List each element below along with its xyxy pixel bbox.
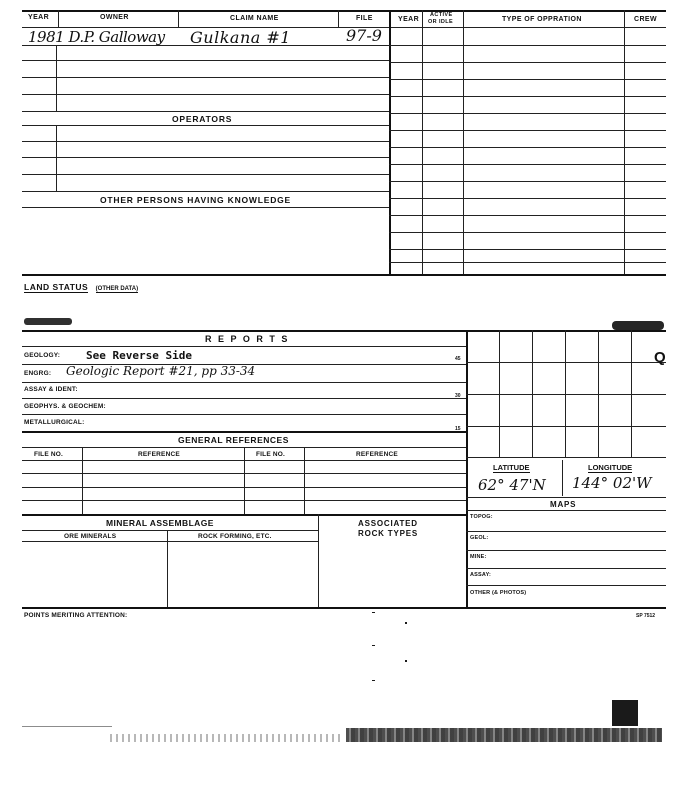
divider (178, 10, 179, 27)
grid-line (466, 457, 666, 458)
grid-line (466, 426, 666, 427)
header-year-2: YEAR (398, 16, 420, 23)
latitude-value: 62° 47'N (478, 476, 546, 494)
row-rule (389, 147, 666, 148)
header-year: YEAR (28, 14, 50, 21)
scan-smudge (24, 318, 72, 325)
scan-speck (372, 612, 375, 613)
maps-geol: GEOL: (470, 535, 489, 541)
divider (56, 45, 57, 111)
row-rule (389, 262, 666, 263)
form-code: SP 7512 (636, 613, 656, 619)
row-rule (22, 541, 318, 542)
scan-smudge (612, 321, 664, 330)
land-status-label: LAND STATUS (24, 282, 89, 292)
divider (244, 447, 245, 514)
row-rule (389, 62, 666, 63)
main-vertical-divider (389, 10, 391, 274)
maps-label: MAPS (550, 500, 577, 509)
grid-line (466, 585, 666, 586)
mineral-assemblage-title: MINERAL ASSEMBLAGE (106, 518, 214, 528)
longitude-label: LONGITUDE (588, 463, 633, 472)
header-crew: CREW (634, 16, 657, 23)
divider (318, 514, 319, 608)
scan-noise-band (22, 726, 112, 727)
row-rule (22, 382, 466, 383)
engrg-value: Geologic Report #21, pp 33-34 (66, 364, 256, 378)
scan-block (612, 700, 638, 726)
points-meriting-label: POINTS MERITING ATTENTION: (24, 612, 128, 619)
entry-year-owner: 1981 D.P. Galloway (28, 28, 165, 46)
associated-label: ASSOCIATED (358, 519, 418, 528)
row-rule (22, 398, 466, 399)
row-rule (389, 164, 666, 165)
scan-noise-band (110, 734, 340, 742)
metallurgical-number: 15 (455, 426, 461, 432)
reports-title: R E P O R T S (205, 334, 290, 344)
scan-speck (405, 660, 407, 662)
grid-left-border (466, 330, 468, 608)
geology-value: See Reverse Side (86, 349, 192, 362)
longitude-value: 144° 02'W (572, 474, 652, 492)
row-rule (22, 207, 389, 208)
table-top-rule (22, 10, 666, 12)
other-persons-label: OTHER PERSONS HAVING KNOWLEDGE (100, 195, 292, 205)
row-rule (22, 174, 389, 175)
scan-speck (405, 622, 407, 624)
divider (422, 10, 423, 274)
row-rule (22, 94, 389, 95)
maps-mine: MINE: (470, 554, 487, 560)
ref-col-file-no-2: FILE NO. (256, 451, 286, 458)
operators-label: OPERATORS (172, 114, 233, 124)
grid-line (466, 362, 666, 363)
entry-claim-name: Gulkana #1 (190, 28, 291, 47)
divider (338, 10, 339, 27)
ref-col-reference-1: REFERENCE (138, 451, 180, 458)
grid-line (466, 394, 666, 395)
entry-file: 97-9 (346, 26, 382, 45)
header-claim-name: CLAIM NAME (230, 15, 279, 22)
general-references-title: GENERAL REFERENCES (178, 435, 289, 445)
row-rule (22, 431, 466, 433)
latitude-label: LATITUDE (493, 463, 530, 472)
divider (58, 10, 59, 27)
divider (562, 460, 563, 496)
assay-number: 30 (455, 393, 461, 399)
land-status (24, 277, 138, 295)
scan-speck (372, 645, 375, 646)
scan-speck (372, 680, 375, 681)
grid-line (466, 510, 666, 511)
row-rule (22, 141, 389, 142)
row-rule (22, 514, 466, 516)
grid-line (466, 568, 666, 569)
land-status-sublabel: (OTHER DATA) (95, 286, 139, 292)
row-rule (389, 45, 666, 46)
row-rule (22, 125, 389, 126)
ore-minerals-label: ORE MINERALS (64, 533, 117, 540)
row-rule (22, 414, 466, 415)
scan-noise-band (346, 728, 662, 742)
divider (82, 447, 83, 514)
rock-forming-label: ROCK FORMING, ETC. (198, 533, 272, 540)
divider (624, 10, 625, 274)
divider (56, 125, 57, 191)
row-rule (22, 157, 389, 158)
maps-topog: TOPOG: (470, 514, 493, 520)
geophys-label: GEOPHYS. & GEOCHEM: (24, 403, 106, 410)
row-rule (22, 77, 389, 78)
row-rule (22, 45, 389, 46)
divider (304, 447, 305, 514)
row-rule (389, 215, 666, 216)
geology-number: 45 (455, 356, 461, 362)
row-rule (389, 249, 666, 250)
row-rule (389, 198, 666, 199)
metallurgical-label: METALLURGICAL: (24, 419, 85, 426)
row-rule (389, 130, 666, 131)
maps-assay: ASSAY: (470, 572, 492, 578)
grid-line (466, 497, 666, 498)
ref-col-reference-2: REFERENCE (356, 451, 398, 458)
row-rule (389, 113, 666, 114)
reports-top-rule (22, 330, 666, 332)
header-owner: OWNER (100, 14, 129, 21)
rock-types-label: ROCK TYPES (358, 529, 419, 538)
ref-col-file-no-1: FILE NO. (34, 451, 64, 458)
row-rule (389, 232, 666, 233)
row-rule (22, 530, 318, 531)
header-active: ACTIVE (430, 12, 453, 18)
engrg-label: ENGRG: (24, 370, 52, 377)
header-type-of-operation: TYPE OF OPPRATION (502, 16, 582, 23)
header-file: FILE (356, 15, 373, 22)
table-bottom-rule (22, 274, 666, 276)
row-rule (389, 96, 666, 97)
edge-letter: Q (654, 349, 666, 366)
row-rule (22, 111, 389, 112)
grid-line (466, 550, 666, 551)
assay-label: ASSAY & IDENT: (24, 386, 78, 393)
row-rule (22, 60, 389, 61)
divider (463, 10, 464, 274)
maps-other: OTHER (& PHOTOS) (470, 590, 527, 596)
divider (167, 530, 168, 608)
row-rule (22, 346, 466, 347)
grid-line (466, 531, 666, 532)
header-or-idle: OR IDLE (428, 19, 454, 25)
geology-label: GEOLOGY: (24, 352, 61, 359)
row-rule (22, 191, 389, 192)
row-rule (22, 607, 666, 609)
row-rule (389, 181, 666, 182)
row-rule (389, 79, 666, 80)
